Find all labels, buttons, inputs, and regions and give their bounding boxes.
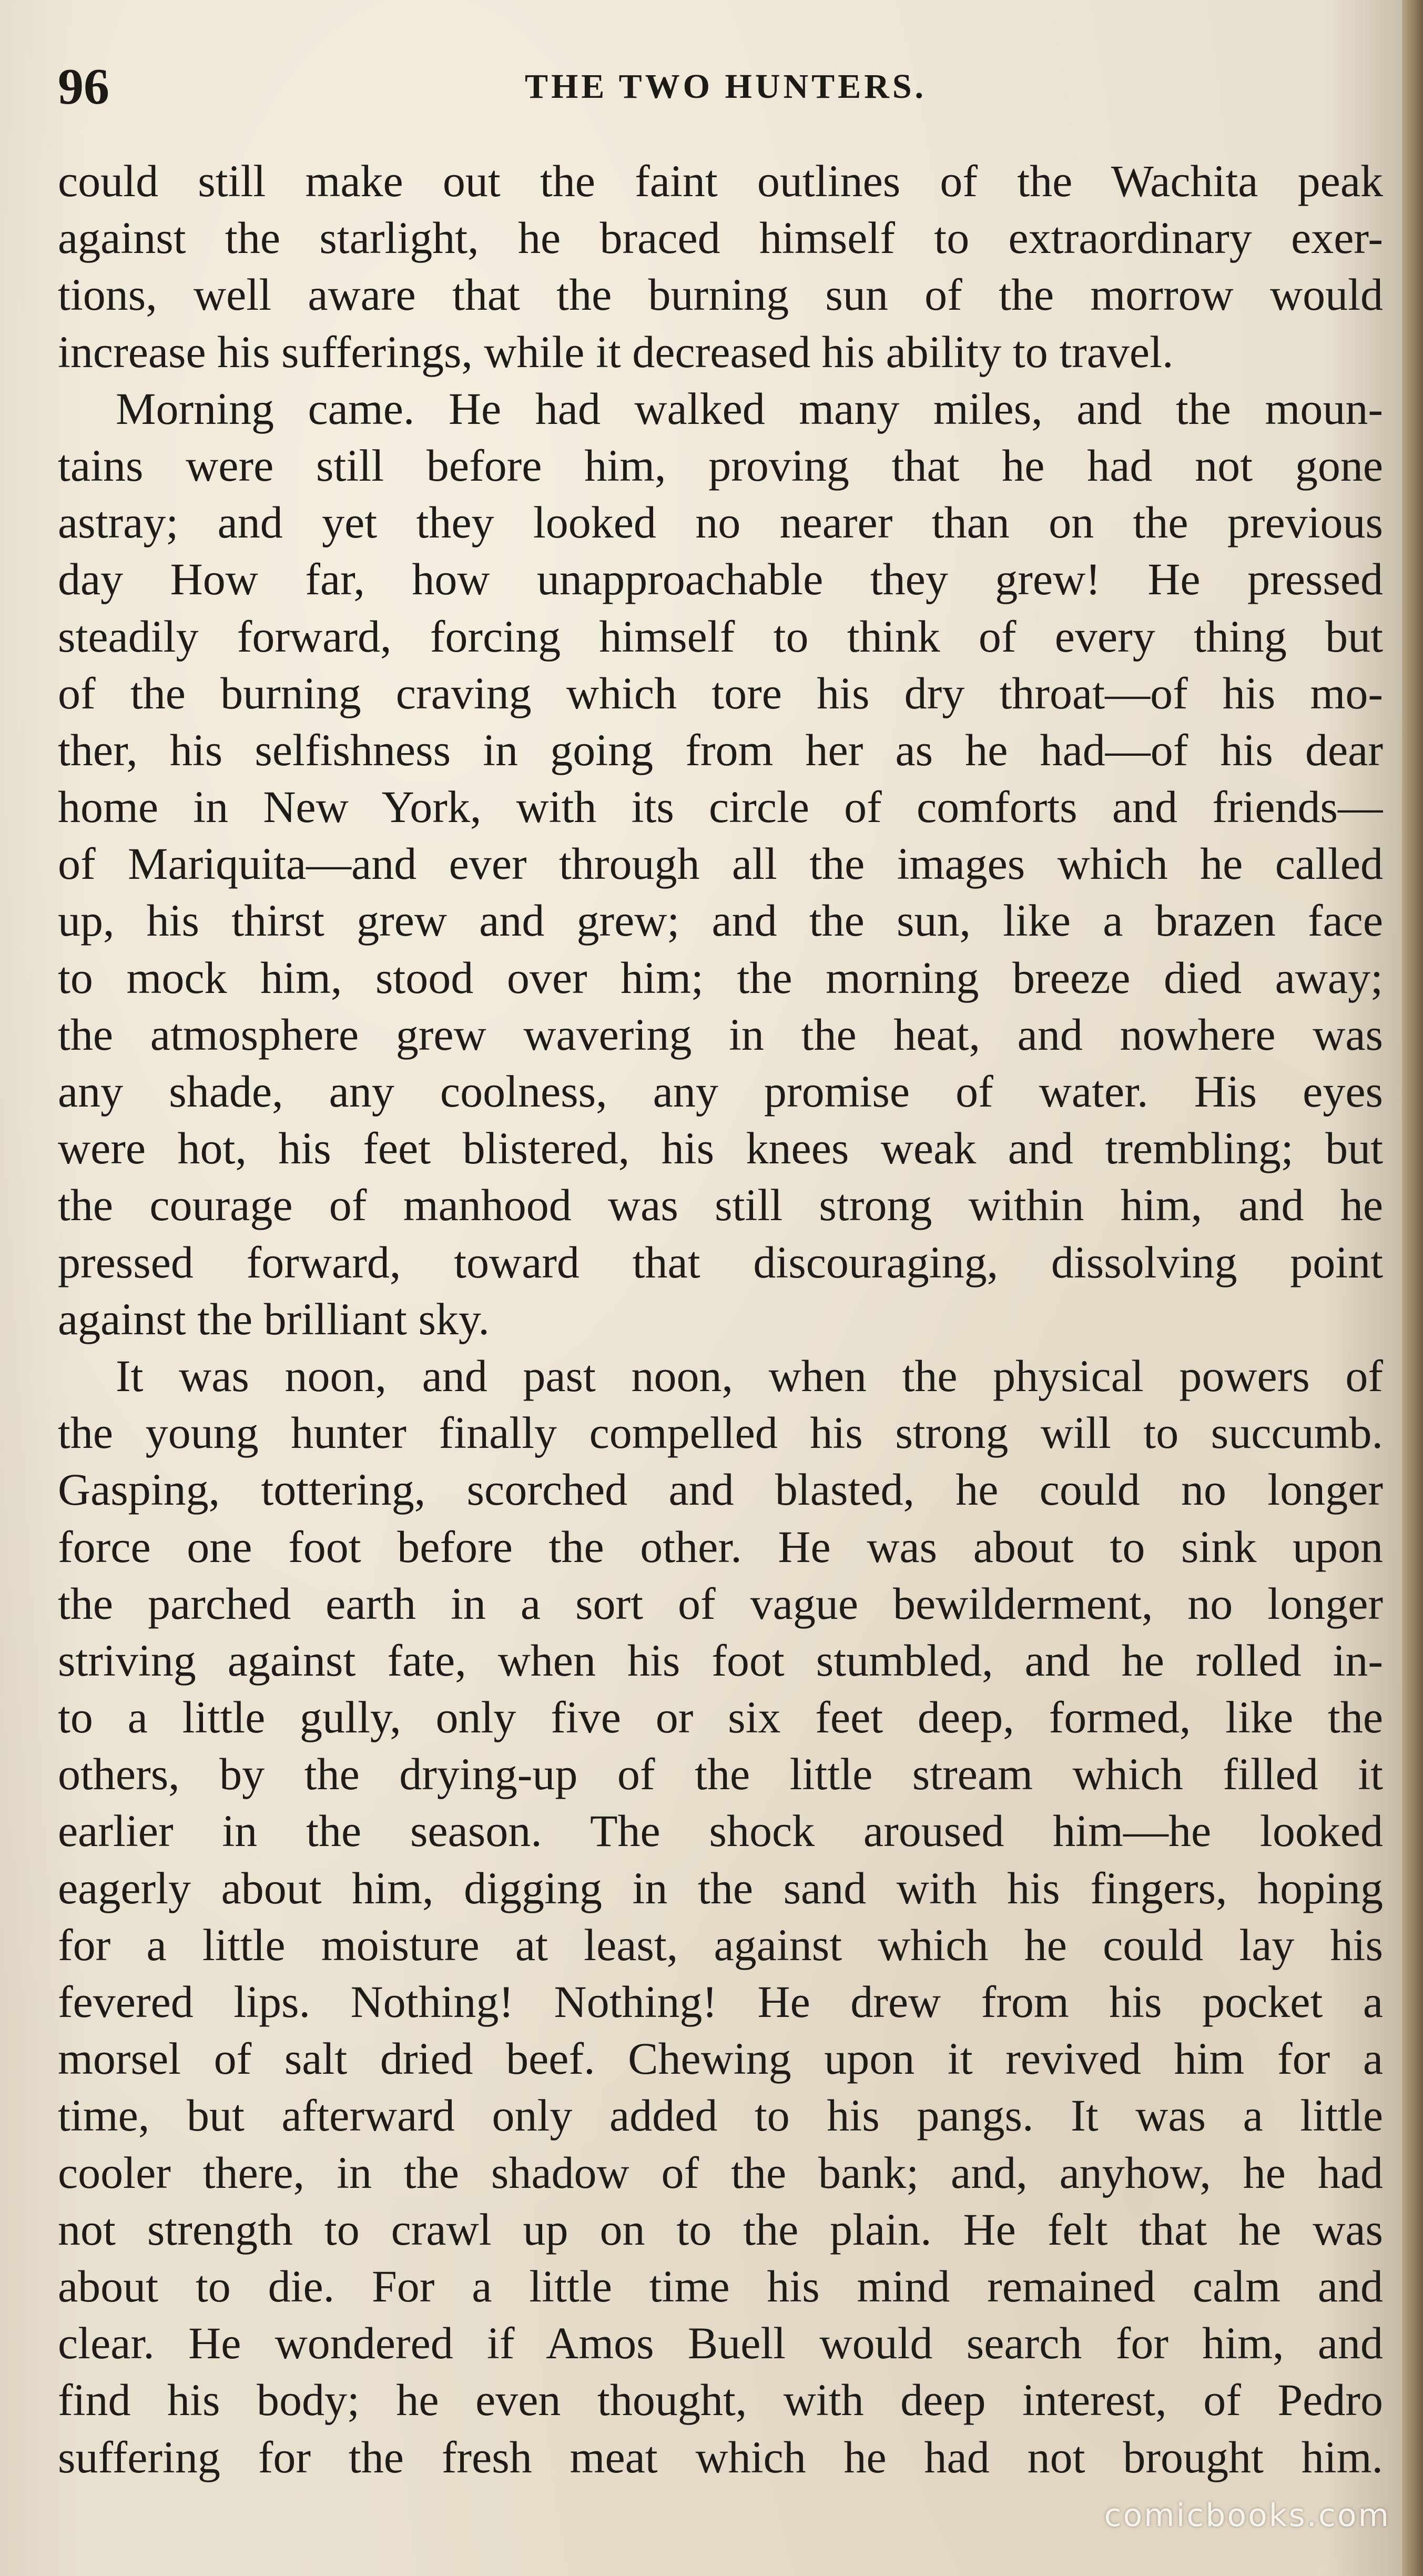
- text-line: astray; and yet they looked no nearer than on the previous: [58, 497, 1383, 548]
- text-line: of the burning craving which tore his dry throat—of his mo-: [58, 667, 1383, 718]
- text-line: home in New York, with its circle of comforts and friends—: [58, 782, 1383, 833]
- text-line: the parched earth in a sort of vague bewilderment, no longer: [58, 1578, 1383, 1629]
- text-line: tains were still before him, proving that he had not gone: [58, 440, 1383, 491]
- page-number: 96: [58, 58, 109, 115]
- text-line: the young hunter finally compelled his strong will to succumb.: [58, 1407, 1383, 1458]
- text-line: steadily forward, forcing himself to think of every thing but: [58, 611, 1383, 662]
- text-line: for a little moisture at least, against which he could lay his: [58, 1919, 1383, 1970]
- text-line: of Mariquita—and ever through all the images which he called: [58, 838, 1383, 889]
- text-line: the courage of manhood was still strong within him, and he: [58, 1180, 1383, 1231]
- text-line: force one foot before the other. He was about to sink upon: [58, 1521, 1383, 1572]
- text-line: increase his sufferings, while it decreased his ability to travel.: [58, 326, 1174, 377]
- text-line: ther, his selfishness in going from her as he had—of his dear: [58, 724, 1383, 775]
- text-line: up, his thirst grew and grew; and the sun, like a brazen face: [58, 895, 1383, 946]
- text-line: earlier in the season. The shock aroused him—he looked: [58, 1806, 1383, 1857]
- text-line: to mock him, stood over him; the morning breeze died away;: [58, 952, 1383, 1003]
- text-line: tions, well aware that the burning sun of the morrow would: [58, 269, 1383, 320]
- text-line: day How far, how unapproachable they grew! He pressed: [58, 554, 1383, 605]
- text-line: clear. He wondered if Amos Buell would search for him, and: [58, 2318, 1383, 2369]
- text-line: find his body; he even thought, with deep interest, of Pedro: [58, 2375, 1383, 2426]
- watermark: comicbooks.com: [1104, 2497, 1390, 2534]
- text-line: against the starlight, he braced himself to extraordinary exer-: [58, 212, 1383, 263]
- text-line: eagerly about him, digging in the sand with his fingers, hoping: [58, 1862, 1383, 1913]
- text-line: cooler there, in the shadow of the bank; and, anyhow, he had: [58, 2147, 1383, 2198]
- text-line: fevered lips. Nothing! Nothing! He drew from his pocket a: [58, 1976, 1383, 2027]
- page-gutter-shadow: [1402, 0, 1423, 2576]
- text-line: the atmosphere grew wavering in the heat, and nowhere was: [58, 1009, 1383, 1060]
- body-text: [58, 153, 1383, 2486]
- text-line: to a little gully, only five or six feet deep, formed, like the: [58, 1692, 1383, 1743]
- running-head: THE TWO HUNTERS.: [524, 67, 927, 106]
- text-line: about to die. For a little time his mind remained calm and: [58, 2260, 1383, 2311]
- text-line: It was noon, and past noon, when the physical powers of: [116, 1350, 1383, 1401]
- text-line: could still make out the faint outlines of the Wachita peak: [58, 156, 1383, 206]
- text-line: any shade, any coolness, any promise of water. His eyes: [58, 1066, 1383, 1117]
- text-line: pressed forward, toward that discouraging, dissolving point: [58, 1236, 1383, 1287]
- text-line: Morning came. He had walked many miles, and the moun-: [116, 383, 1383, 434]
- text-line: not strength to crawl up on to the plain. He felt that he was: [58, 2204, 1383, 2255]
- text-line: morsel of salt dried beef. Chewing upon it revived him for a: [58, 2033, 1383, 2084]
- text-line: suffering for the fresh meat which he had not brought him.: [58, 2431, 1383, 2482]
- text-line: against the brilliant sky.: [58, 1293, 490, 1344]
- text-line: were hot, his feet blistered, his knees weak and trembling; but: [58, 1123, 1383, 1174]
- text-line: Gasping, tottering, scorched and blasted, he could no longer: [58, 1464, 1383, 1515]
- text-line: time, but afterward only added to his pangs. It was a little: [58, 2090, 1383, 2141]
- text-line: striving against fate, when his foot stumbled, and he rolled in-: [58, 1635, 1383, 1686]
- text-line: others, by the drying-up of the little stream which filled it: [58, 1749, 1383, 1800]
- page-header: [58, 53, 1394, 121]
